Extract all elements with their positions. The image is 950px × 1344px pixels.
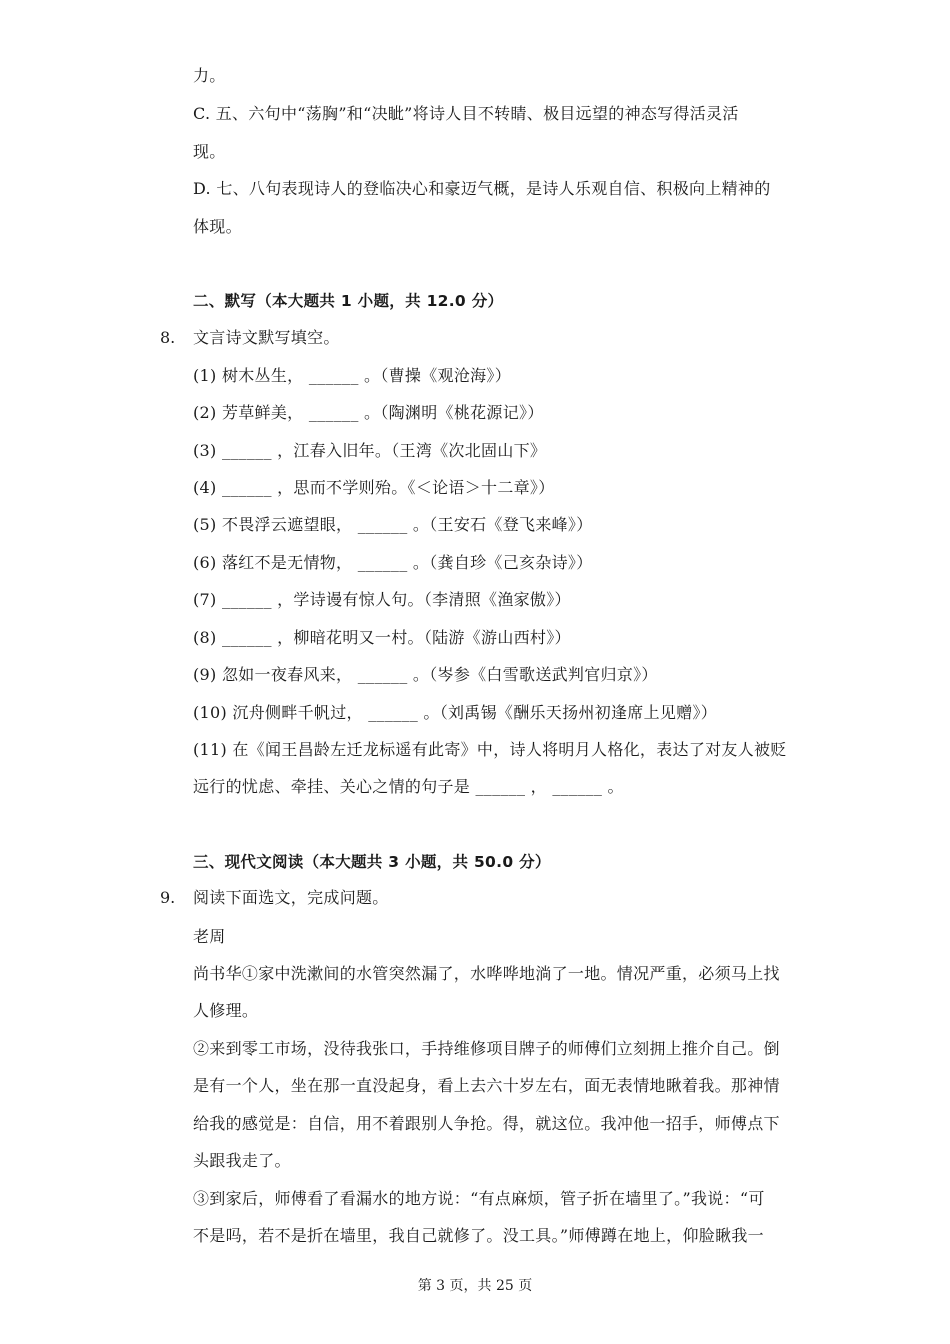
article-line: 尚书华①家中洗漱间的水管突然漏了，水哗哗地淌了一地。情况严重，必须马上找 xyxy=(193,964,780,983)
fill-blank-item: (8) ______ ，柳暗花明又一村。（陆游《游山西村》） xyxy=(193,628,571,647)
option-d-line-1: D. 七、八句表现诗人的登临决心和豪迈气概，是诗人乐观自信、积极向上精神的 xyxy=(193,179,771,198)
question-prompt: 文言诗文默写填空。 xyxy=(193,328,340,347)
fill-blank-item: (3) ______ ，江春入旧年。（王湾《次北固山下》 xyxy=(193,441,547,460)
fill-blank-item: (5) 不畏浮云遮望眼， ______ 。（王安石《登飞来峰》） xyxy=(193,515,593,534)
option-c-line-2: 现。 xyxy=(193,142,226,161)
article-line: ②来到零工市场，没待我张口，手持维修项目牌子的师傅们立刻拥上推介自己。倒 xyxy=(193,1039,780,1058)
article-line: 人修理。 xyxy=(193,1001,259,1020)
section-heading: 二、默写（本大题共 1 小题，共 12.0 分） xyxy=(193,292,504,310)
article-line: 头跟我走了。 xyxy=(193,1151,291,1170)
article-line: 不是吗，若不是折在墙里，我自己就修了。没工具。”师傅蹲在地上，仰脸瞅我一 xyxy=(193,1226,764,1245)
section-heading: 三、现代文阅读（本大题共 3 小题，共 50.0 分） xyxy=(193,853,551,871)
fill-blank-item: (4) ______ ，思而不学则殆。《＜论语＞十二章》） xyxy=(193,478,555,497)
option-d-line-2: 体现。 xyxy=(193,217,242,236)
question-number: 9. xyxy=(160,888,176,907)
fill-blank-item: (7) ______ ，学诗谩有惊人句。（李清照《渔家傲》） xyxy=(193,590,571,609)
text-line: 力。 xyxy=(193,66,226,85)
question-number: 8. xyxy=(160,328,176,347)
fill-blank-item: (6) 落红不是无情物， ______ 。（龚自珍《己亥杂诗》） xyxy=(193,553,593,572)
question-prompt: 阅读下面选文，完成问题。 xyxy=(193,888,389,907)
page-footer: 第 3 页，共 25 页 xyxy=(417,1278,533,1294)
fill-blank-item: (11) 在《闻王昌龄左迁龙标遥有此寄》中，诗人将明月人格化，表达了对友人被贬 xyxy=(193,740,787,759)
article-title: 老周 xyxy=(193,927,226,946)
fill-blank-item: (1) 树木丛生， ______ 。（曹操《观沧海》） xyxy=(193,366,512,385)
article-line: 给我的感觉是：自信，用不着跟别人争抢。得，就这位。我冲他一招手，师傅点下 xyxy=(193,1114,780,1133)
option-c-line-1: C. 五、六句中“荡胸”和“决眦”将诗人目不转睛、极目远望的神态写得活灵活 xyxy=(193,104,739,123)
fill-blank-item: (10) 沉舟侧畔千帆过， ______ 。（刘禹锡《酬乐天扬州初逢席上见赠》） xyxy=(193,703,718,722)
fill-blank-item: 远行的忧虑、牵挂、关心之情的句子是 ______ ， ______ 。 xyxy=(193,777,624,796)
article-line: ③到家后，师傅看了看漏水的地方说：“有点麻烦，管子折在墙里了。”我说：“可 xyxy=(193,1189,765,1208)
fill-blank-item: (9) 忽如一夜春风来， ______ 。（岑参《白雪歌送武判官归京》） xyxy=(193,665,658,684)
article-line: 是有一个人，坐在那一直没起身，看上去六十岁左右，面无表情地瞅着我。那神情 xyxy=(193,1076,780,1095)
fill-blank-item: (2) 芳草鲜美， ______ 。（陶渊明《桃花源记》） xyxy=(193,403,544,422)
